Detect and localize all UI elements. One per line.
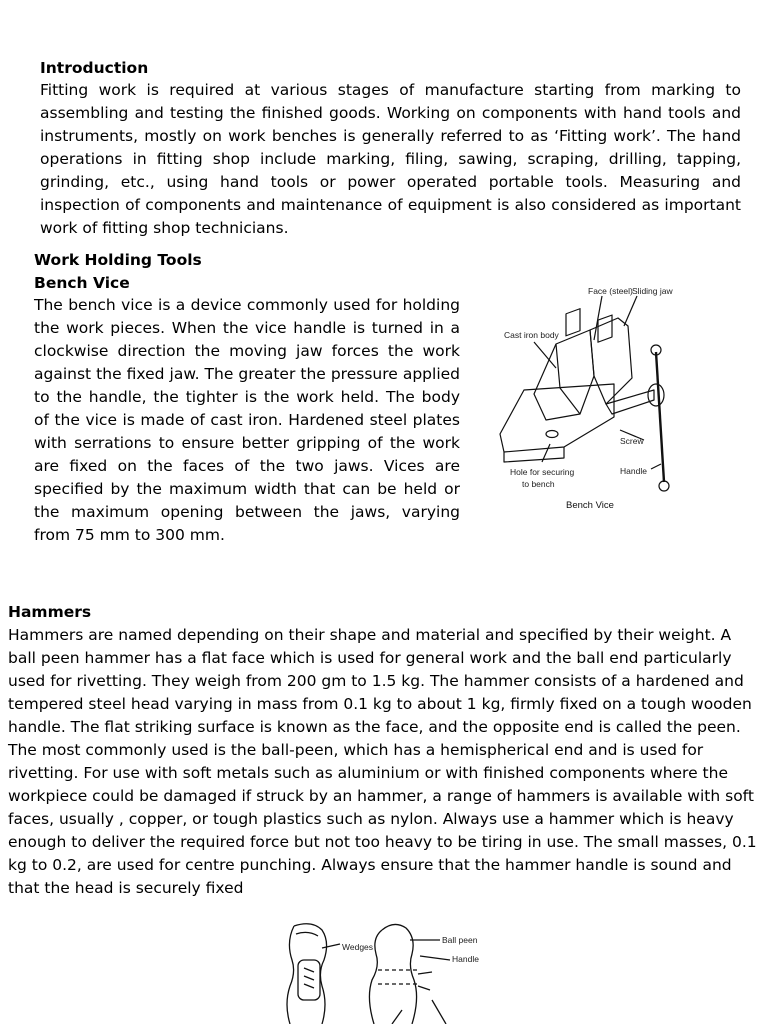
handle-pointer — [420, 956, 450, 960]
introduction-heading: Introduction — [40, 59, 149, 77]
vice-handle — [656, 352, 664, 482]
bench-vice-paragraph: The bench vice is a device commonly used for holding the work pieces. When the vice handle is turned in a clockwise direction the moving jaw forces the work against the fixed jaw. The greater the pressure applied to the handle, the tighter is the work held. The body of the vice is made of cast iron. Hardened steel plates with serrations to ensure better gripping of the work are fixed on the faces of the two jaws. Vices are specified by the maximum width that can be held or the maximum opening between the jaws, varying from 75 mm to 300 mm. — [34, 296, 460, 544]
body-pointer — [534, 342, 556, 368]
sliding-jaw-pointer — [624, 296, 637, 326]
hammer-handle-label: Handle — [452, 954, 479, 964]
bench-vice-heading: Bench Vice — [34, 274, 130, 292]
hole-label-line2: to bench — [522, 479, 555, 489]
screw-boss — [648, 384, 664, 406]
jaw-face-plate — [566, 309, 580, 336]
mount-hole — [546, 431, 558, 438]
wedges-icon — [304, 968, 314, 988]
face-label: Face (steel) — [588, 286, 633, 296]
handle-label: Handle — [620, 466, 647, 476]
hammers-heading: Hammers — [8, 603, 92, 621]
sliding-jaw-label: Sliding jaw — [632, 286, 673, 296]
hammers-paragraph: Hammers are named depending on their shape and material and specified by their weight. A ball peen hammer has a flat face which is used for general work and the ball end particularly used for rivetting. They weigh from 200 gm to 1.5 kg. The hammer consists of a hardened and tempered steel head varying in mass from 0.1 kg to about 1 kg, firmly fixed on a tough wooden handle. The flat striking surface is known as the face, and the opposite end is called the peen. The most commonly used is the ball-peen, which has a hemispherical end and is used for rivetting. For use with soft metals such as aluminium or with finished components where the workpiece could be damaged if struck by an hammer, a range of hammers is available with soft faces, usually , copper, or tough plastics such as nylon. Always use a hammer which is heavy enough to deliver the required force but not too heavy to be tiring in use. The small masses, 0.1 kg to 0.2, are used for centre punching. Always ensure that the hammer handle is sound and that the head is securely fixed — [8, 626, 757, 897]
vice-screw — [606, 390, 654, 414]
hammer-head-right-edge — [294, 924, 327, 1024]
hole-label-line1: Hole for securing — [510, 467, 575, 477]
hammer-figure — [282, 920, 504, 1024]
body-label: Cast iron body — [504, 330, 559, 340]
screw-label: Screw — [620, 436, 644, 446]
handle-pointer — [651, 464, 661, 469]
work-holding-tools-heading: Work Holding Tools — [34, 251, 202, 269]
hammer-head-left-edge — [287, 926, 294, 1024]
bench-vice-figure — [494, 282, 689, 515]
lower-pointers — [392, 1000, 446, 1024]
wedges-pointer — [322, 944, 340, 948]
handle-knob-bottom — [659, 481, 669, 491]
hammer-head-detail — [296, 932, 318, 936]
wedges-label: Wedges — [342, 942, 374, 952]
bench-vice-caption: Bench Vice — [566, 500, 614, 511]
handle-stub — [418, 972, 432, 990]
sliding-jaw-plate — [598, 315, 612, 342]
handle-eye — [298, 960, 320, 1000]
sliding-jaw — [590, 318, 632, 404]
fixed-jaw — [534, 330, 594, 420]
fixed-jaw-edge — [556, 344, 580, 414]
ball-peen-label: Ball peen — [442, 935, 478, 945]
introduction-paragraph: Fitting work is required at various stages of manufacture starting from marking to assembling and testing the finished goods. Working on components with hand tools and instruments, mostly on work benches is generally referred to as ‘Fitting work’. The hand operations in fitting shop include marking, filing, sawing, scraping, drilling, tapping, grinding, etc., using hand tools or power operated portable tools. Measuring and inspection of components and maintenance of equipment is also considered as important work of fitting shop technicians. — [40, 81, 741, 237]
